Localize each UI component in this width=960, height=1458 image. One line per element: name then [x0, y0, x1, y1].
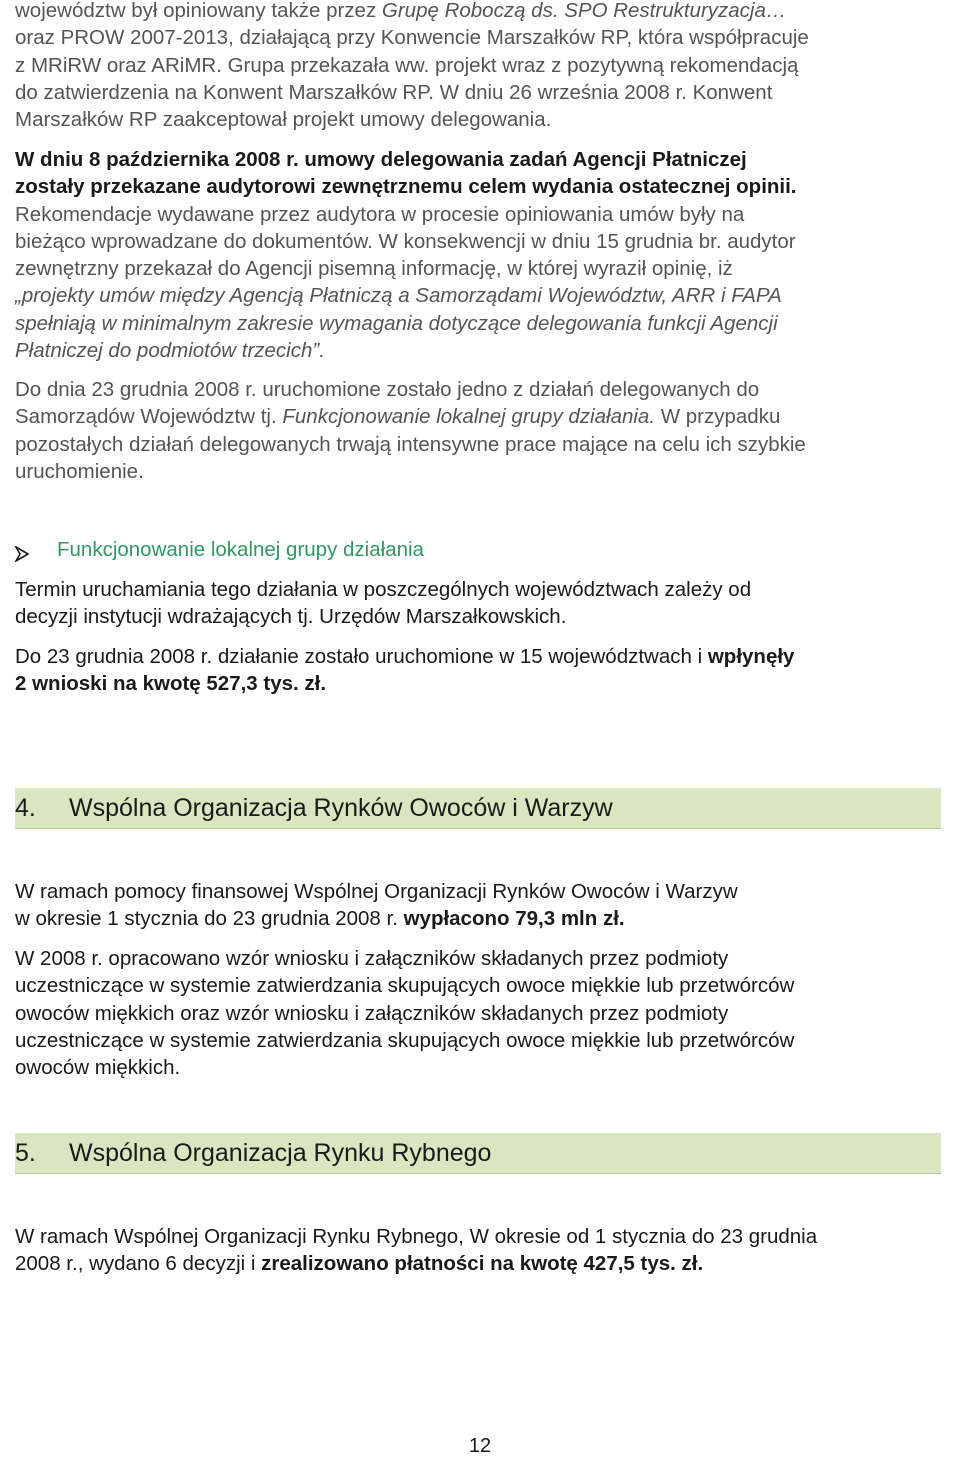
para2-line5: zewnętrzny przekazał do Agencji pisemną informację, w której wyraził opinię, iż — [15, 257, 733, 281]
para6-line2-bold: wypłacono 79,3 mln zł. — [403, 907, 625, 931]
arrow-bullet-icon — [15, 542, 29, 558]
para2-line3: Rekomendacje wydawane przez audytora w procesie opiniowania umów były na — [15, 202, 745, 226]
para1-line1-italic: Grupę Roboczą ds. SPO Restrukturyzacja… — [381, 0, 787, 22]
para3-line3: pozostałych działań delegowanych trwają intensywne prace mające na celu ich szybkie — [15, 432, 806, 456]
para1-line3: z MRiRW oraz ARiMR. Grupa przekazała ww. projekt wraz z pozytywną rekomendacją — [15, 53, 799, 77]
para2-line4: bieżąco wprowadzane do dokumentów. W konsekwencji w dniu 15 grudnia br. audytor — [15, 229, 796, 253]
para1-line2: oraz PROW 2007-2013, działającą przy Konwencie Marszałków RP, która współpracuje — [15, 26, 809, 50]
section-4-title: Wspólna Organizacja Rynków Owoców i Warzyw — [69, 793, 613, 822]
paragraph-5 — [15, 643, 941, 698]
para1-line4: do zatwierdzenia na Konwent Marszałków RP. W dniu 26 września 2008 r. Konwent — [15, 80, 773, 104]
section-4-header — [15, 788, 941, 829]
section-4-number: 4. — [15, 793, 36, 822]
para2-quote-line2: spełniają w minimalnym zakresie wymagania dotyczące delegowania funkcji Agencji — [15, 311, 778, 335]
para7-line1: W 2008 r. opracowano wzór wniosku i załączników składanych przez podmioty — [15, 947, 729, 970]
page-number: 12 — [468, 1435, 492, 1457]
section-5-number: 5. — [15, 1138, 36, 1167]
bullet-heading-text: Funkcjonowanie lokalnej grupy działania — [57, 538, 424, 561]
para2-bold-line2: zostały przekazane audytorowi zewnętrznemu celem wydania ostatecznej opinii. — [15, 175, 797, 199]
para3-line2b: W przypadku — [655, 405, 781, 429]
para4-line1: Termin uruchamiania tego działania w poszczególnych województwach zależy od — [15, 578, 752, 601]
para8-line2-bold: zrealizowano płatności na kwotę 427,5 tys. zł. — [261, 1252, 704, 1276]
bullet-heading — [15, 536, 424, 564]
para2-bold-line1: W dniu 8 października 2008 r. umowy delegowania zadań Agencji Płatniczej — [15, 148, 747, 171]
para3-line2a: Samorządów Województw tj. — [15, 405, 283, 429]
para5-line1-bold: wpłynęły — [707, 645, 795, 668]
para2-quote-line1: „projekty umów między Agencją Płatniczą a Samorządami Województw, ARR i FAPA — [15, 284, 782, 308]
para8-line2a: 2008 r., wydano 6 decyzji i — [15, 1252, 262, 1276]
paragraph-6 — [15, 878, 941, 933]
para7-line5: owoców miękkich. — [15, 1056, 181, 1080]
para8-line1: W ramach Wspólnej Organizacji Rynku Rybnego, W okresie od 1 stycznia do 23 grudnia — [15, 1225, 818, 1248]
para5-line2-bold: 2 wnioski na kwotę 527,3 tys. zł. — [15, 672, 327, 696]
paragraph-7 — [15, 945, 941, 1081]
paragraph-4 — [15, 576, 941, 631]
para7-line3: owoców miękkich oraz wzór wniosku i załączników składanych przez podmioty — [15, 1001, 729, 1025]
para7-line2: uczestniczące w systemie zatwierdzania skupujących owoce miękkie lub przetwórców — [15, 974, 795, 998]
para3-line2-italic: Funkcjonowanie lokalnej grupy działania. — [282, 405, 656, 429]
para5-line1a: Do 23 grudnia 2008 r. działanie zostało uruchomione w 15 województwach i — [15, 645, 708, 668]
para6-line1: W ramach pomocy finansowej Wspólnej Organizacji Rynków Owoców i Warzyw — [15, 880, 738, 903]
paragraph-2 — [15, 146, 941, 364]
para1-line5: Marszałków RP zaakceptował projekt umowy delegowania. — [15, 108, 552, 132]
section-5-header — [15, 1133, 941, 1174]
paragraph-1 — [15, 0, 941, 133]
section-5-title: Wspólna Organizacja Rynku Rybnego — [69, 1138, 492, 1167]
paragraph-3 — [15, 376, 941, 485]
para2-quote-line3: Płatniczej do podmiotów trzecich”. — [15, 339, 325, 363]
para4-line2: decyzji instytucji wdrażających tj. Urzędów Marszałkowskich. — [15, 605, 567, 629]
paragraph-8 — [15, 1223, 941, 1278]
para6-line2a: w okresie 1 stycznia do 23 grudnia 2008 r. — [15, 907, 404, 931]
para3-line1: Do dnia 23 grudnia 2008 r. uruchomione zostało jedno z działań delegowanych do — [15, 378, 760, 401]
para3-line4: uruchomienie. — [15, 459, 144, 483]
para1-line1: województw był opiniowany także przez — [15, 0, 382, 22]
para7-line4: uczestniczące w systemie zatwierdzania skupujących owoce miękkie lub przetwórców — [15, 1028, 795, 1052]
